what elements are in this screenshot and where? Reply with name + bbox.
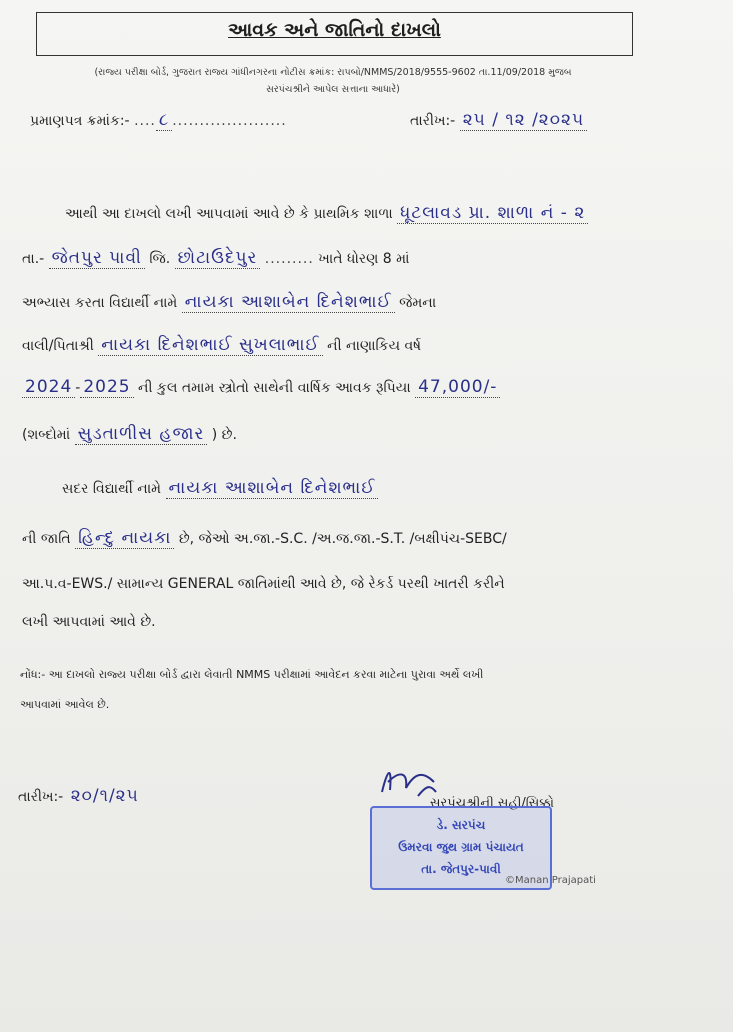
school-name: ધૂટલાવડ પ્રા. શાળા નં - ૨ [397,203,588,224]
stamp-line-1: ડે. સરપંચ [436,818,486,832]
taluka-label: તા.- [22,251,45,267]
year-to: 2025 [80,377,133,398]
page-title: આવક અને જાતિનો દાખલો [228,19,441,41]
body-line-1 [65,203,588,223]
stamp-line-3: તા. જેતપુર-પાવી [421,862,501,876]
footer-date-row [18,786,142,806]
footer-date-label: તારીખ:- [18,789,64,805]
body-text: ની જાતિ [22,531,71,547]
caste-value: હિન્દુ નાયકા [75,528,174,549]
district-value: છોટાઉદેપુર [175,248,261,269]
body-line-4 [22,335,421,355]
taluka-value: જેતપુર પાવી [49,248,145,269]
student-name: નાયકા આશાબેન દિનેશભાઈ [182,292,395,313]
body-text: અભ્યાસ કરતા વિદ્યાર્થી નામે [22,295,178,311]
body-line-10: લખી આપવામાં આવે છે. [22,614,156,630]
date-label: તારીખ:- [410,113,456,129]
district-label: જિ. [149,251,171,267]
body-text: સદર વિદ્યાર્થી નામે [62,481,162,497]
reference-note [48,64,618,98]
guardian-name: નાયકા દિનેશભાઈ સુખલાભાઈ [98,335,322,356]
body-line-8 [22,528,507,548]
footnote-line-1: નોંધ:- આ દાખલો રાજ્ય પરીક્ષા બોર્ડ દ્વારા લેવાતી NMMS પરીક્ષામાં આવેદન કરવા માટેના પુરાવા અર્થે લખી [20,668,484,681]
footer-date-value: ૨૦/૧/૨૫ [70,786,139,806]
body-text: ખાતે ધોરણ 8 માં [318,251,410,267]
reference-line-1: (રાજ્ય પરીક્ષા બોર્ડ, ગુજરાત રાજ્ય ગાંધીનગરના નોટીસ ક્રમાંક: રાપબો/NMMS/2018/9555-9602 તા.11/09/2018 મુજબ [94,67,572,78]
watermark: ©Manan Prajapati [505,875,596,886]
date-value: ૨૫ / ૧૨ /૨૦૨૫ [460,110,587,131]
body-text: ની નાણાકિય વર્ષ [327,338,422,354]
footnote-line-2: આપવામાં આવેલ છે. [20,698,110,711]
body-line-2: તા.- જેતપુર પાવી જિ. છોટાઉદેપુર ......... ખાતે ધોરણ 8 માં [22,248,410,268]
footnote [20,660,600,720]
body-line-6 [22,424,237,444]
body-text: ની કુલ તમામ સ્ત્રોતો સાથેની વાર્ષિક આવક રૂપિયા [138,380,411,396]
body-text: (શબ્દોમાં [22,427,71,443]
reference-line-2: સરપંચશ્રીને આપેલ સત્તાના આધારે) [266,84,400,95]
income-value: 47,000/- [415,377,500,398]
title-box [36,12,633,56]
income-in-words: સુડતાળીસ હજાર [75,424,208,445]
body-text: આથી આ દાખલો લખી આપવામાં આવે છે કે પ્રાથમિક શાળા [65,206,393,222]
body-text: જેમના [399,295,437,311]
signature-scribble [378,762,438,802]
student-name-repeat: નાયકા આશાબેન દિનેશભાઈ [166,478,379,499]
certificate-number-label: પ્રમાણપત્ર ક્રમાંક:- [30,113,130,129]
stamp-line-2: ઉમરવા જુથ ગ્રામ પંચાયત [398,840,524,854]
body-line-5: 2024 - 2025 ની કુલ તમામ સ્ત્રોતો સાથેની વાર્ષિક આવક રૂપિયા 47,000/- [22,377,500,397]
year-from: 2024 [22,377,75,398]
body-text: વાલી/પિતાશ્રી [22,338,94,354]
date-row [410,110,587,130]
certificate-number-value: ૮ [156,110,172,131]
body-line-7 [62,478,378,498]
body-line-3 [22,292,436,312]
signature-label: સરપંચશ્રીની સહી/સિક્કો [430,796,554,811]
certificate-number-row: પ્રમાણપત્ર ક્રમાંક:- .... ૮ ..................... [30,110,287,130]
body-line-9: આ.પ.વ-EWS./ સામાન્ય GENERAL જાતિમાંથી આવે છે, જે રેકર્ડ પરથી ખાતરી કરીને [22,576,505,592]
body-text: છે, જેઓ અ.જા.-S.C. /અ.જ.જા.-S.T. /બક્ષીપંચ-SEBC/ [178,531,507,547]
body-text: ) છે. [211,427,237,443]
